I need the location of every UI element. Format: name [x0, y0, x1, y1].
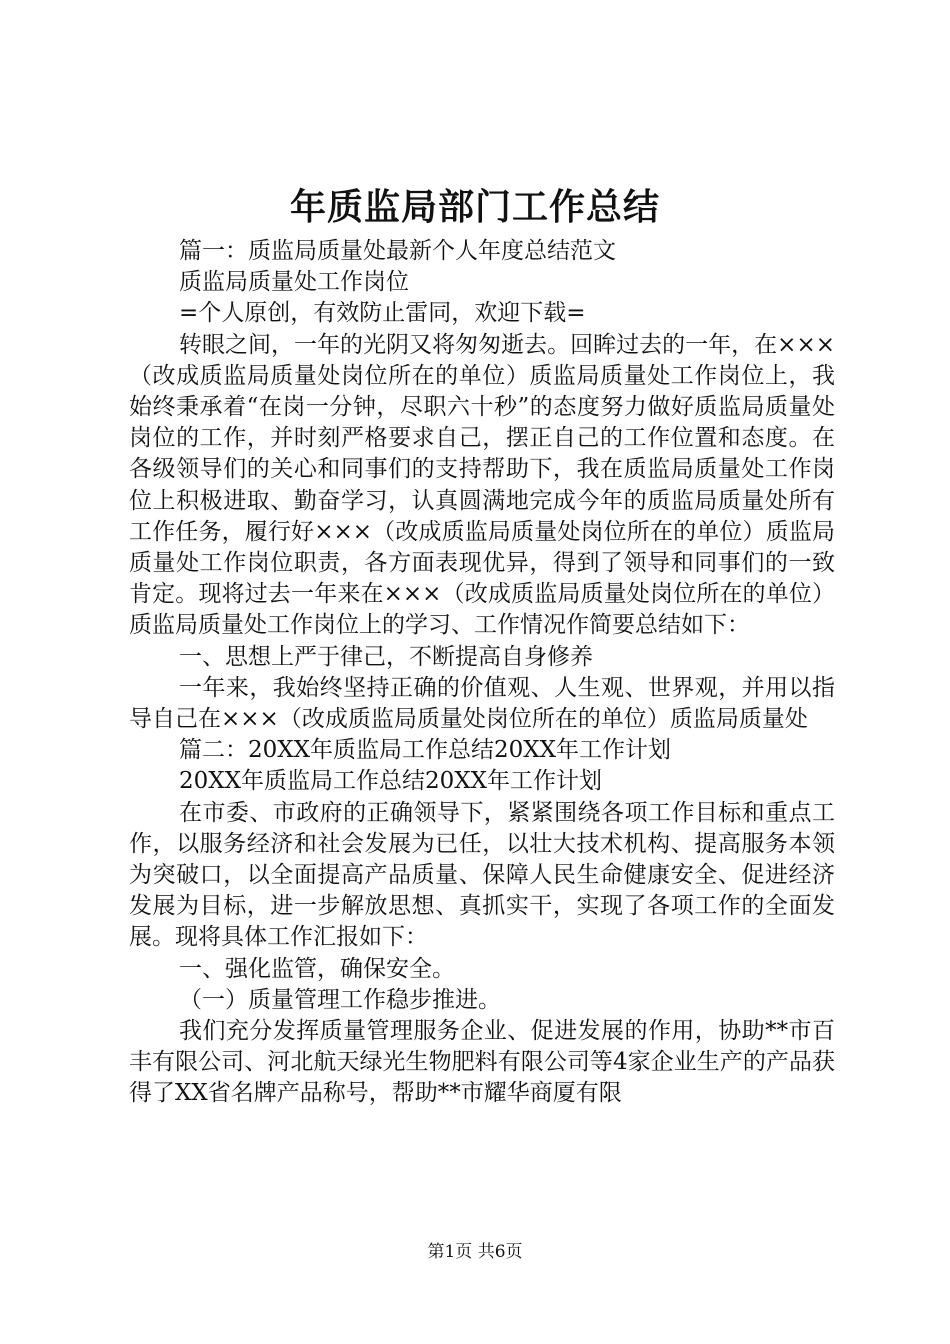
subheading: （一）质量管理工作稳步推进。	[179, 986, 501, 1013]
section-heading: 篇一：质监局质量处最新个人年度总结范文	[179, 238, 616, 264]
paragraph: 质监局质量处工作岗位	[179, 269, 409, 296]
subheading: 一、思想上严于律己，不断提高自身修养	[179, 643, 593, 670]
paragraph: 一年来，我始终坚持正确的价值观、人生观、世界观，并用以指导自己在×××（改成质监局质量处岗位所在的单位）质监局质量处	[129, 674, 835, 733]
paragraph: 在市委、市政府的正确领导下，紧紧围绕各项工作目标和重点工作，以服务经济和社会发展为已任，以壮大技术机构、提高服务本领为突破口，以全面提高产品质量、保障人民生命健康安全、促进经济发展为目标，进一步解放思想、真抓实干，实现了各项工作的全面发展。现将具体工作汇报如下：	[129, 799, 835, 951]
paragraph: =个人原创，有效防止雷同，欢迎下载=	[179, 300, 586, 327]
document-title: 年质监局部门工作总结	[289, 187, 660, 228]
document-body	[129, 236, 835, 1110]
section-heading: 篇二：20XX年质监局工作总结20XX年工作计划	[179, 737, 672, 764]
page-footer: 第1页 共6页	[427, 1242, 523, 1262]
paragraph: 我们充分发挥质量管理服务企业、促进发展的作用，协助**市百丰有限公司、河北航天绿光生物肥料有限公司等4家企业生产的产品获得了XX省名牌产品称号，帮助**市耀华商厦有限	[129, 1018, 835, 1107]
subheading: 一、强化监管，确保安全。	[179, 955, 455, 982]
paragraph: 转眼之间，一年的光阴又将匆匆逝去。回眸过去的一年，在×××（改成质监局质量处岗位所在的单位）质监局质量处工作岗位上，我始终秉承着“在岗一分钟，尽职六十秒”的态度努力做好质监局质量处岗位的工作，并时刻严格要求自己，摆正自己的工作位置和态度。在各级领导们的关心和同事们的支持帮助下，我在质监局质量处工作岗位上积极进取、勤奋学习，认真圆满地完成今年的质监局质量处所有工作任务，履行好×××（改成质监局质量处岗位所在的单位）质监局质量处工作岗位职责，各方面表现优异，得到了领导和同事们的一致肯定。现将过去一年来在×××（改成质监局质量处岗位所在的单位）质监局质量处工作岗位上的学习、工作情况作简要总结如下：	[129, 331, 835, 639]
paragraph: 20XX年质监局工作总结20XX年工作计划	[179, 768, 603, 795]
